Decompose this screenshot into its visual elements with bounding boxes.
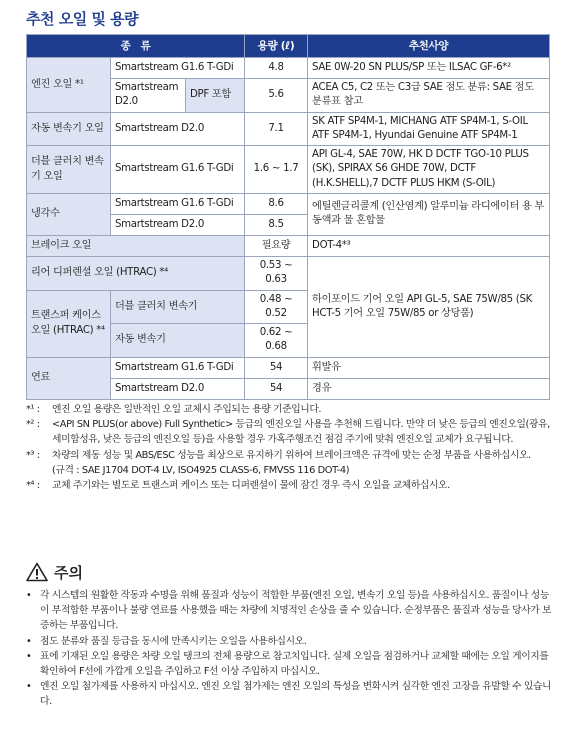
dct-spec: API GL-4, SAE 70W, HK D DCTF TGO-10 PLUS (SK), SPIRAX S6 GHDE 70W, DCTF (H.K.SHELL),7 DCTF PLUS HKM (S-OIL) bbox=[308, 146, 550, 194]
fuel-cap-1: 54 bbox=[245, 357, 308, 378]
table-row bbox=[27, 256, 550, 290]
header-item: 종 류 bbox=[27, 35, 245, 58]
rear-diff-label: 리어 디퍼렌셜 오일 (HTRAC) *⁴ bbox=[27, 256, 245, 290]
footnote-text: 교체 주기와는 별도로 트랜스퍼 케이스 또는 디퍼렌셜이 물에 잠긴 경우 즉시 오일을 교체하십시오. bbox=[52, 479, 450, 491]
list-item bbox=[26, 588, 554, 634]
footnote-mark: *¹ : bbox=[26, 404, 40, 415]
footnote-text: <API SN PLUS(or above) Full Synthetic> 등급의 엔진오일 사용을 추천해 드립니다. 만약 더 낮은 등급의 엔진오일(광유, 세미합성유, 낮은 등급의 엔진오일 등)을 사용할 경우 가혹주행조건 점검 주기에 맞춰 엔진오일 교체가 요구됩니다. bbox=[52, 419, 550, 446]
oil-capacity-table bbox=[26, 34, 550, 400]
transfer-sub-2: 자동 변속기 bbox=[111, 324, 245, 358]
transfer-cap-2: 0.62 ~ 0.68 bbox=[245, 324, 308, 358]
dct-cap: 1.6 ~ 1.7 bbox=[245, 146, 308, 194]
caution-text: 표에 기재된 오일 용량은 차량 오일 탱크의 전체 용량으로 참고치입니다. 실제 오일을 점검하거나 교체할 때에는 오일 게이지를 확인하여 F선에 가깝게 오일을 주입하고 F선 이상 주입하지 마십시오. bbox=[40, 650, 549, 677]
bullet: • bbox=[26, 650, 32, 662]
footnotes bbox=[26, 402, 554, 493]
dct-model: Smartstream G1.6 T-GDi bbox=[111, 146, 245, 194]
fuel-model-2: Smartstream D2.0 bbox=[111, 378, 245, 399]
footnote bbox=[26, 478, 554, 493]
rear-diff-cap: 0.53 ~ 0.63 bbox=[245, 256, 308, 290]
engine-oil-cap-2: 5.6 bbox=[245, 79, 308, 113]
engine-oil-spec-2: ACEA C5, C2 또는 C3급 SAE 점도 분류: SAE 점도 분류표 참고 bbox=[308, 79, 550, 113]
list-item bbox=[26, 649, 554, 679]
fuel-cap-2: 54 bbox=[245, 378, 308, 399]
header-capacity: 용량 (ℓ) bbox=[245, 35, 308, 58]
engine-oil-label: 엔진 오일 *¹ bbox=[27, 58, 111, 113]
list-item bbox=[26, 679, 554, 709]
fuel-spec-1: 휘발유 bbox=[308, 357, 550, 378]
table-row bbox=[27, 193, 550, 214]
coolant-model-2: Smartstream D2.0 bbox=[111, 214, 245, 235]
header-spec: 추천사양 bbox=[308, 35, 550, 58]
bullet: • bbox=[26, 681, 32, 693]
engine-oil-model-2: Smartstream D2.0 bbox=[111, 79, 186, 113]
coolant-spec: 에틸렌글리콜계 (인산염계) 알루미늄 라디에이터 용 부동액과 물 혼합물 bbox=[308, 193, 550, 235]
table-header-row bbox=[27, 35, 550, 58]
caution-text: 엔진 오일 첨가제를 사용하지 마십시오. 엔진 오일 첨가제는 엔진 오일의 특성을 변화시켜 심각한 엔진 고장을 유발할 수 있습니다. bbox=[40, 681, 552, 708]
transfer-sub-1: 더블 클러치 변속기 bbox=[111, 290, 245, 324]
engine-oil-dpf: DPF 포함 bbox=[186, 79, 245, 113]
caution-heading bbox=[26, 560, 83, 584]
bullet: • bbox=[26, 590, 32, 601]
footnote-text: 차량의 제동 성능 및 ABS/ESC 성능을 최상으로 유지하기 위하여 브레이크액은 규격에 맞는 순정 부품을 사용하십시오. bbox=[52, 449, 531, 461]
dct-label: 더블 클러치 변속기 오일 bbox=[27, 146, 111, 194]
table-row bbox=[27, 146, 550, 194]
caution-text: 점도 분류와 품질 등급을 동시에 만족시키는 오일을 사용하십시오. bbox=[40, 635, 307, 647]
htrac-spec: 하이포이드 기어 오일 API GL-5, SAE 75W/85 (SK HCT-5 기어 오일 75W/85 or 상당품) bbox=[308, 256, 550, 357]
table-row bbox=[27, 235, 550, 256]
brake-label: 브레이크 오일 bbox=[27, 235, 245, 256]
engine-oil-spec-1: SAE 0W-20 SN PLUS/SP 또는 ILSAC GF-6*² bbox=[308, 58, 550, 79]
auto-trans-label: 자동 변속기 오일 bbox=[27, 112, 111, 146]
footnote bbox=[26, 402, 554, 417]
brake-cap: 필요량 bbox=[245, 235, 308, 256]
transfer-cap-1: 0.48 ~ 0.52 bbox=[245, 290, 308, 324]
fuel-model-1: Smartstream G1.6 T-GDi bbox=[111, 357, 245, 378]
footnote bbox=[26, 417, 554, 447]
page-title: 추천 오일 및 용량 bbox=[26, 10, 139, 28]
footnote-mark: *² : bbox=[26, 419, 40, 431]
table-row bbox=[27, 112, 550, 146]
warning-triangle-icon bbox=[26, 562, 48, 582]
table-row bbox=[27, 58, 550, 79]
table-row bbox=[27, 357, 550, 378]
coolant-label: 냉각수 bbox=[27, 193, 111, 235]
caution-list bbox=[26, 588, 554, 709]
transfer-label: 트랜스퍼 케이스 오일 (HTRAC) *⁴ bbox=[27, 290, 111, 357]
auto-trans-spec: SK ATF SP4M-1, MICHANG ATF SP4M-1, S-OIL ATF SP4M-1, Hyundai Genuine ATF SP4M-1 bbox=[308, 112, 550, 146]
coolant-cap-1: 8.6 bbox=[245, 193, 308, 214]
brake-spec: DOT-4*³ bbox=[308, 235, 550, 256]
caution-title: 주의 bbox=[54, 563, 83, 582]
footnote-subtext: (규격 : SAE J1704 DOT-4 LV, ISO4925 CLASS-6, FMVSS 116 DOT-4) bbox=[52, 464, 350, 476]
coolant-model-1: Smartstream G1.6 T-GDi bbox=[111, 193, 245, 214]
engine-oil-cap-1: 4.8 bbox=[245, 58, 308, 79]
coolant-cap-2: 8.5 bbox=[245, 214, 308, 235]
footnote-mark: *³ : bbox=[26, 449, 40, 461]
auto-trans-cap: 7.1 bbox=[245, 112, 308, 146]
fuel-spec-2: 경유 bbox=[308, 378, 550, 399]
fuel-label: 연료 bbox=[27, 357, 111, 399]
list-item bbox=[26, 634, 554, 649]
footnote bbox=[26, 448, 554, 478]
footnote-mark: *⁴ : bbox=[26, 479, 40, 491]
engine-oil-model-1: Smartstream G1.6 T-GDi bbox=[111, 58, 245, 79]
bullet: • bbox=[26, 635, 32, 647]
footnote-text: 엔진 오일 용량은 일반적인 오일 교체시 주입되는 용량 기준입니다. bbox=[52, 404, 322, 415]
auto-trans-model: Smartstream D2.0 bbox=[111, 112, 245, 146]
caution-text: 각 시스템의 원활한 작동과 수명을 위해 품질과 성능이 적합한 부품(엔진 오일, 변속기 오일 등)을 사용하십시오. 품질이나 성능이 부적합한 부품이나 불량 연료를 사용했을 때는 차량에 치명적인 손상을 줄 수 있습니다. 순정부품은 품질과 성능을 당사가 보증하는 부품입니다. bbox=[40, 590, 552, 632]
